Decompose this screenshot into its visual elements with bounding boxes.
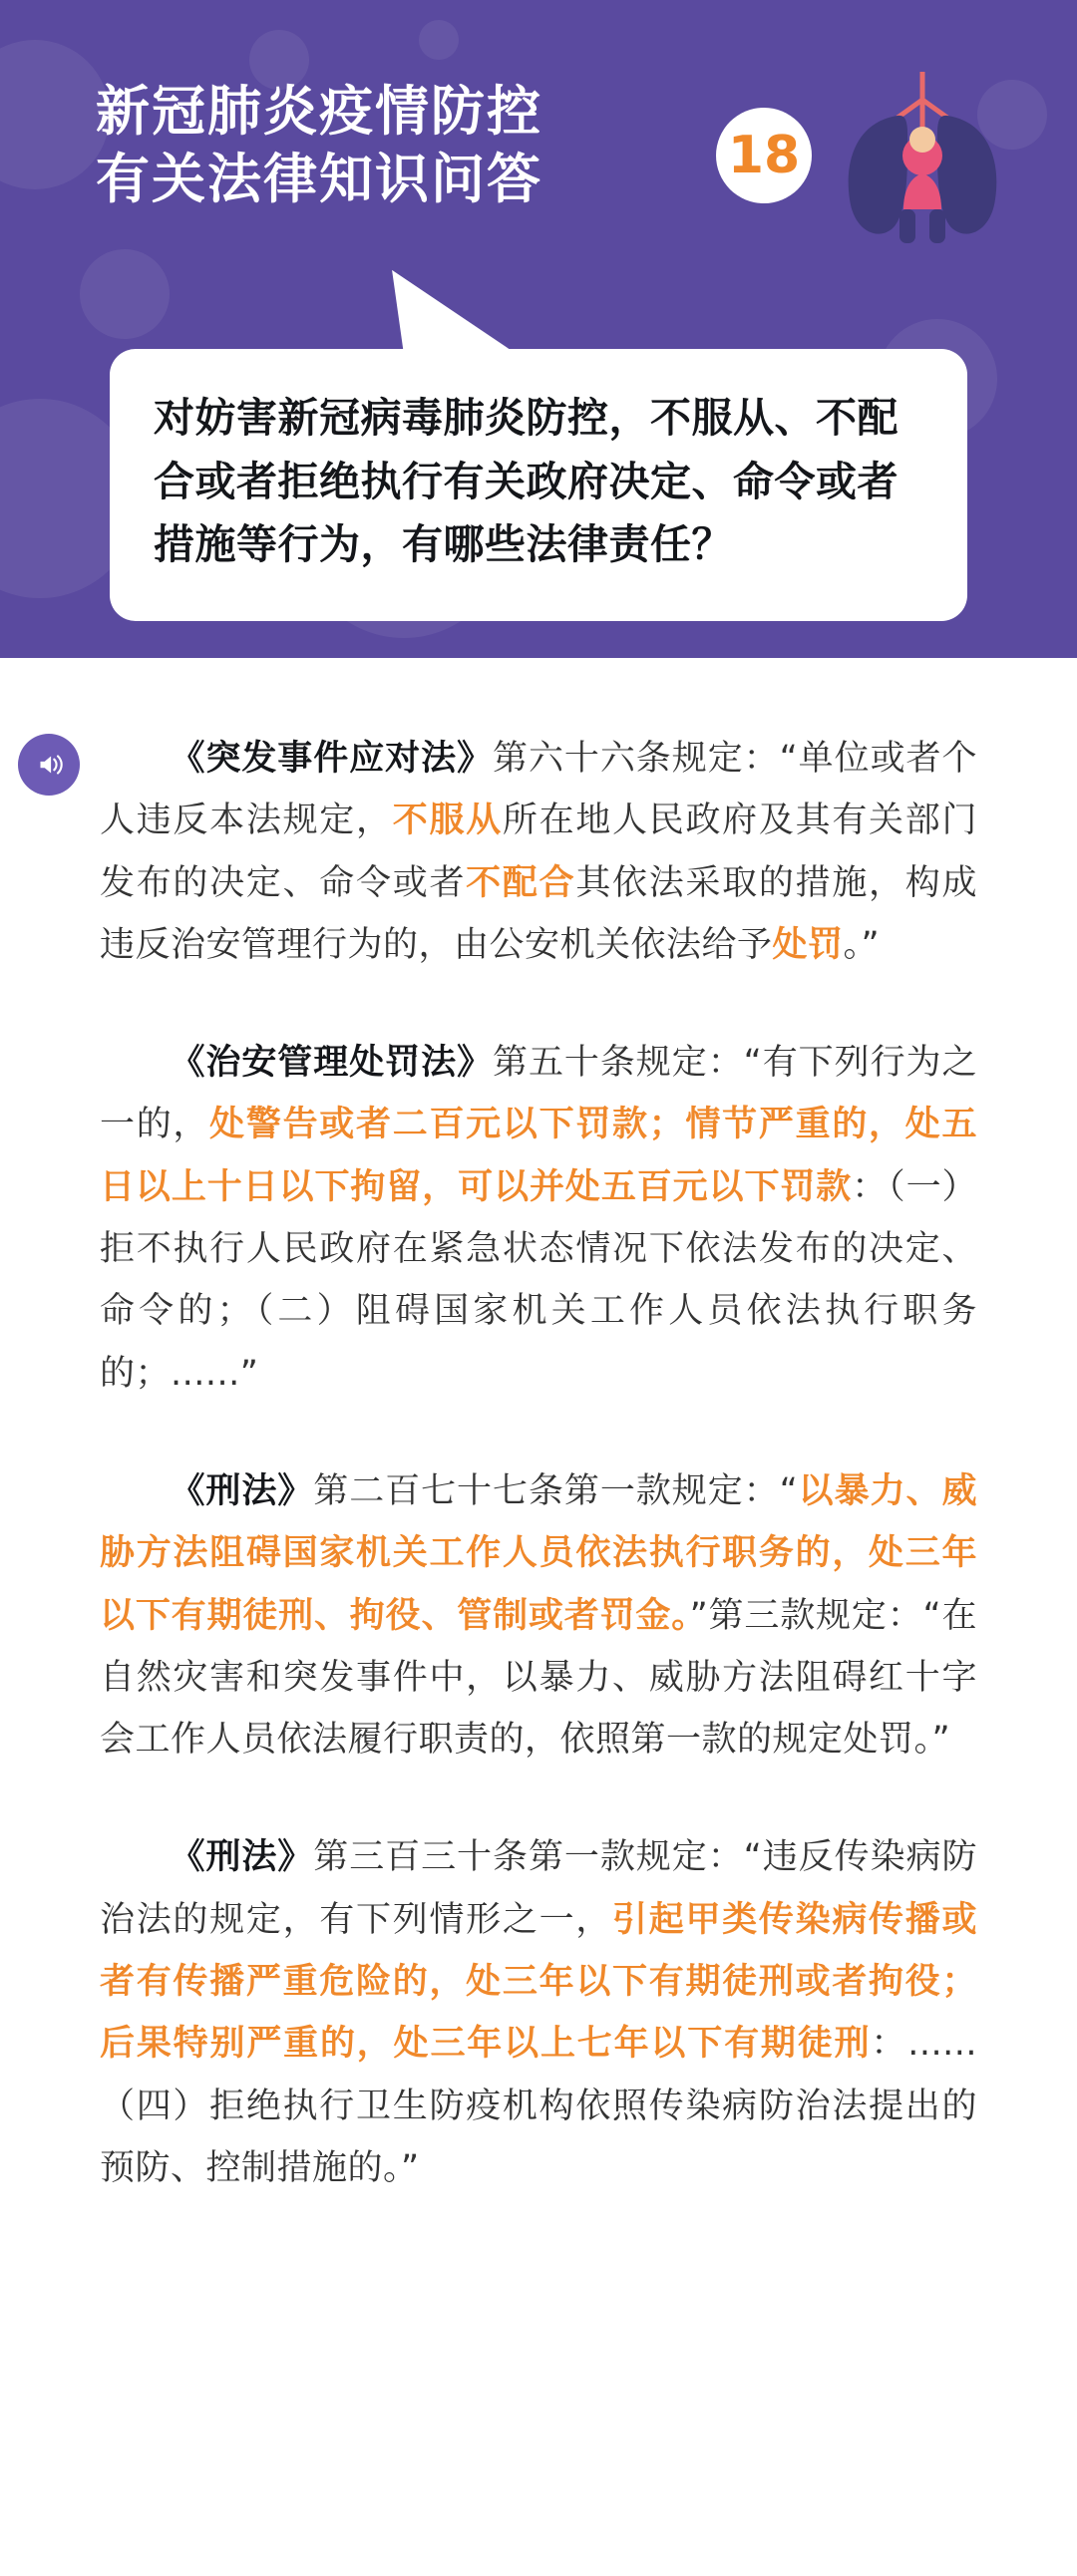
- text-run: ：......（四）拒绝执行卫生防疫机构依照传染病防治法提出的预防、控制措施的。”: [100, 2024, 977, 2188]
- decorative-bubble: [80, 249, 170, 339]
- highlight-run: 处罚: [772, 924, 844, 965]
- highlight-run: 引起甲类传染病传播或者有传播严重危险的，处三年以下有期徒刑或者拘役；后果特别严重的，处三年以上七年以下有期徒刑: [100, 1899, 977, 2065]
- paragraph-2: [100, 1032, 977, 1405]
- law-name: 《突发事件应对法》: [170, 738, 493, 779]
- text-run: ”第三款规定：“在自然灾害和突发事件中，以暴力、威胁方法阻碍红十字会工作人员依法履行职责的，依照第一款的规定处罚。”: [100, 1595, 977, 1761]
- decorative-bubble: [419, 20, 459, 60]
- page-header: [0, 0, 1077, 658]
- question-text: 对妨害新冠病毒肺炎防控，不服从、不配合或者拒绝执行有关政府决定、命令或者措施等行为，有哪些法律责任？: [154, 394, 898, 569]
- highlight-run: 以暴力、威胁方法阻碍国家机关工作人员依法执行职务的，处三年以下有期徒刑、拘役、管制或者罚金。: [100, 1470, 977, 1636]
- episode-number-badge: [716, 108, 812, 203]
- law-name: 《治安管理处罚法》: [170, 1042, 493, 1084]
- highlight-run: 处警告或者二百元以下罚款；情节严重的，处五日以上十日以下拘留，可以并处五百元以下罚款: [100, 1105, 977, 1207]
- speaker-icon[interactable]: [18, 734, 80, 796]
- page-title: [96, 78, 542, 213]
- law-name: 《刑法》: [170, 1836, 314, 1878]
- title-line-2: 有关法律知识问答: [96, 148, 542, 211]
- decorative-bubble: [0, 40, 110, 189]
- paragraph-4: [100, 1826, 977, 2199]
- article-body: [0, 658, 1077, 2279]
- text-run: 第二百七十七条第一款规定：“: [313, 1470, 799, 1511]
- question-bubble: [110, 349, 967, 621]
- episode-number-text: 18: [727, 126, 801, 185]
- text-run: 第五十条规定：“有下列行为之一的，: [100, 1043, 977, 1145]
- text-run: 。”: [843, 924, 881, 965]
- text-run: ：（一）拒不执行人民政府在紧急状态情况下依法发布的决定、命令的；（二）阻碍国家机关工作人员依法执行职务的；......”: [100, 1166, 977, 1394]
- title-line-1: 新冠肺炎疫情防控: [96, 80, 542, 143]
- paragraph-1: [100, 728, 977, 976]
- text-run: 第六十六条规定：“单位或者个人违反本法规定，: [100, 739, 977, 841]
- text-run: 所在地人民政府及其有关部门发布的决定、命令或者: [100, 801, 977, 903]
- paragraph-3: [100, 1460, 977, 1771]
- highlight-run: 不服从: [392, 801, 503, 841]
- text-run: 第三百三十条第一款规定：“违反传染病防治法的规定，有下列情形之一，: [100, 1837, 977, 1940]
- lungs-icon: [828, 60, 1017, 259]
- law-name: 《刑法》: [170, 1469, 314, 1511]
- highlight-run: 不配合: [466, 862, 576, 903]
- text-run: 其依法采取的措施，构成违反治安管理行为的，由公安机关依法给予: [100, 862, 977, 965]
